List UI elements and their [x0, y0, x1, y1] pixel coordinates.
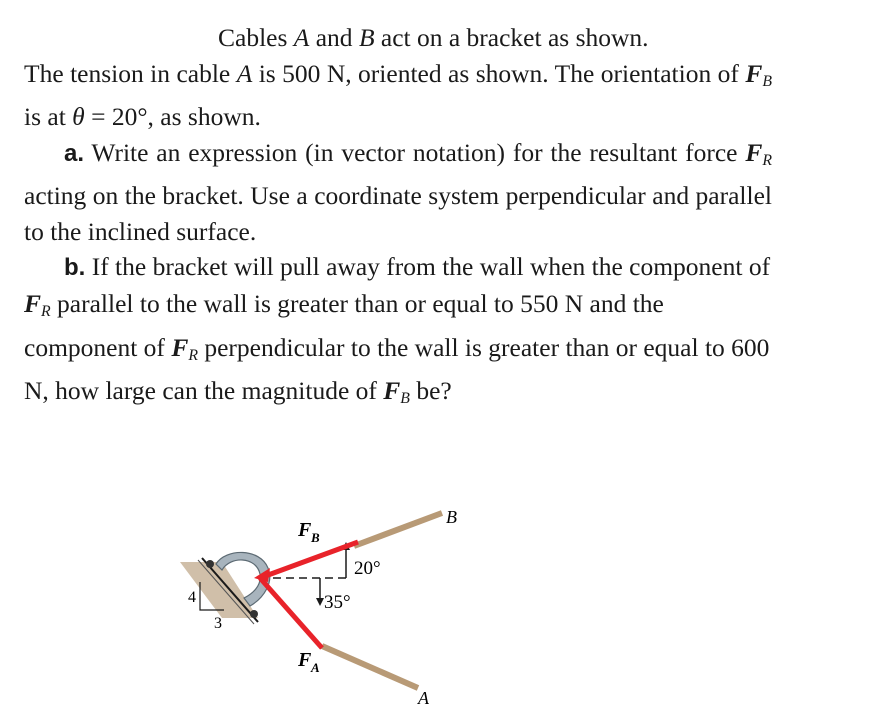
angle-35-label: 35°	[324, 592, 351, 613]
bolt-top	[206, 560, 214, 568]
fb-label: F	[298, 519, 312, 541]
cable-b-label: B	[446, 507, 457, 527]
slope-rise-label: 4	[188, 589, 196, 606]
part-b: b. If the bracket will pull away from the wall when the component of $F_R$ parallel to the wall is greater than or equal to 550 N and the component of $F_R$ perpendicular to the wall is greater than or equal to 600 N, how large can the magnitude of $F_B$ be?	[24, 252, 771, 408]
problem-title: Cables A and B act on a bracket as shown.	[218, 23, 649, 52]
cable-b	[354, 513, 442, 546]
force-fa-arrow	[260, 578, 322, 648]
part-a: a. Write an expression (in vector notation) for the resultant force $F_R$ acting on the bracket. Use a coordinate system perpendicular and parallel to the inclined surface.	[24, 137, 772, 246]
part-b-label: b.	[64, 254, 86, 282]
bracket-figure	[170, 498, 470, 710]
slope-run-label: 3	[214, 615, 222, 632]
part-a-label: a.	[64, 139, 85, 167]
problem-statement	[24, 20, 772, 417]
problem-intro: The tension in cable A is 500 N, oriented as shown. The orientation of $F_B$ is at θ = 20°, as shown.	[24, 58, 772, 132]
fa-label: F	[298, 649, 312, 671]
angle-20-label: 20°	[354, 558, 381, 579]
force-fb-arrow	[260, 542, 358, 578]
cable-a	[322, 646, 418, 688]
fb-label-sub: B	[311, 530, 320, 545]
bolt-bottom	[250, 610, 258, 618]
fa-label-sub: A	[311, 660, 320, 675]
cable-a-label: A	[418, 688, 429, 708]
